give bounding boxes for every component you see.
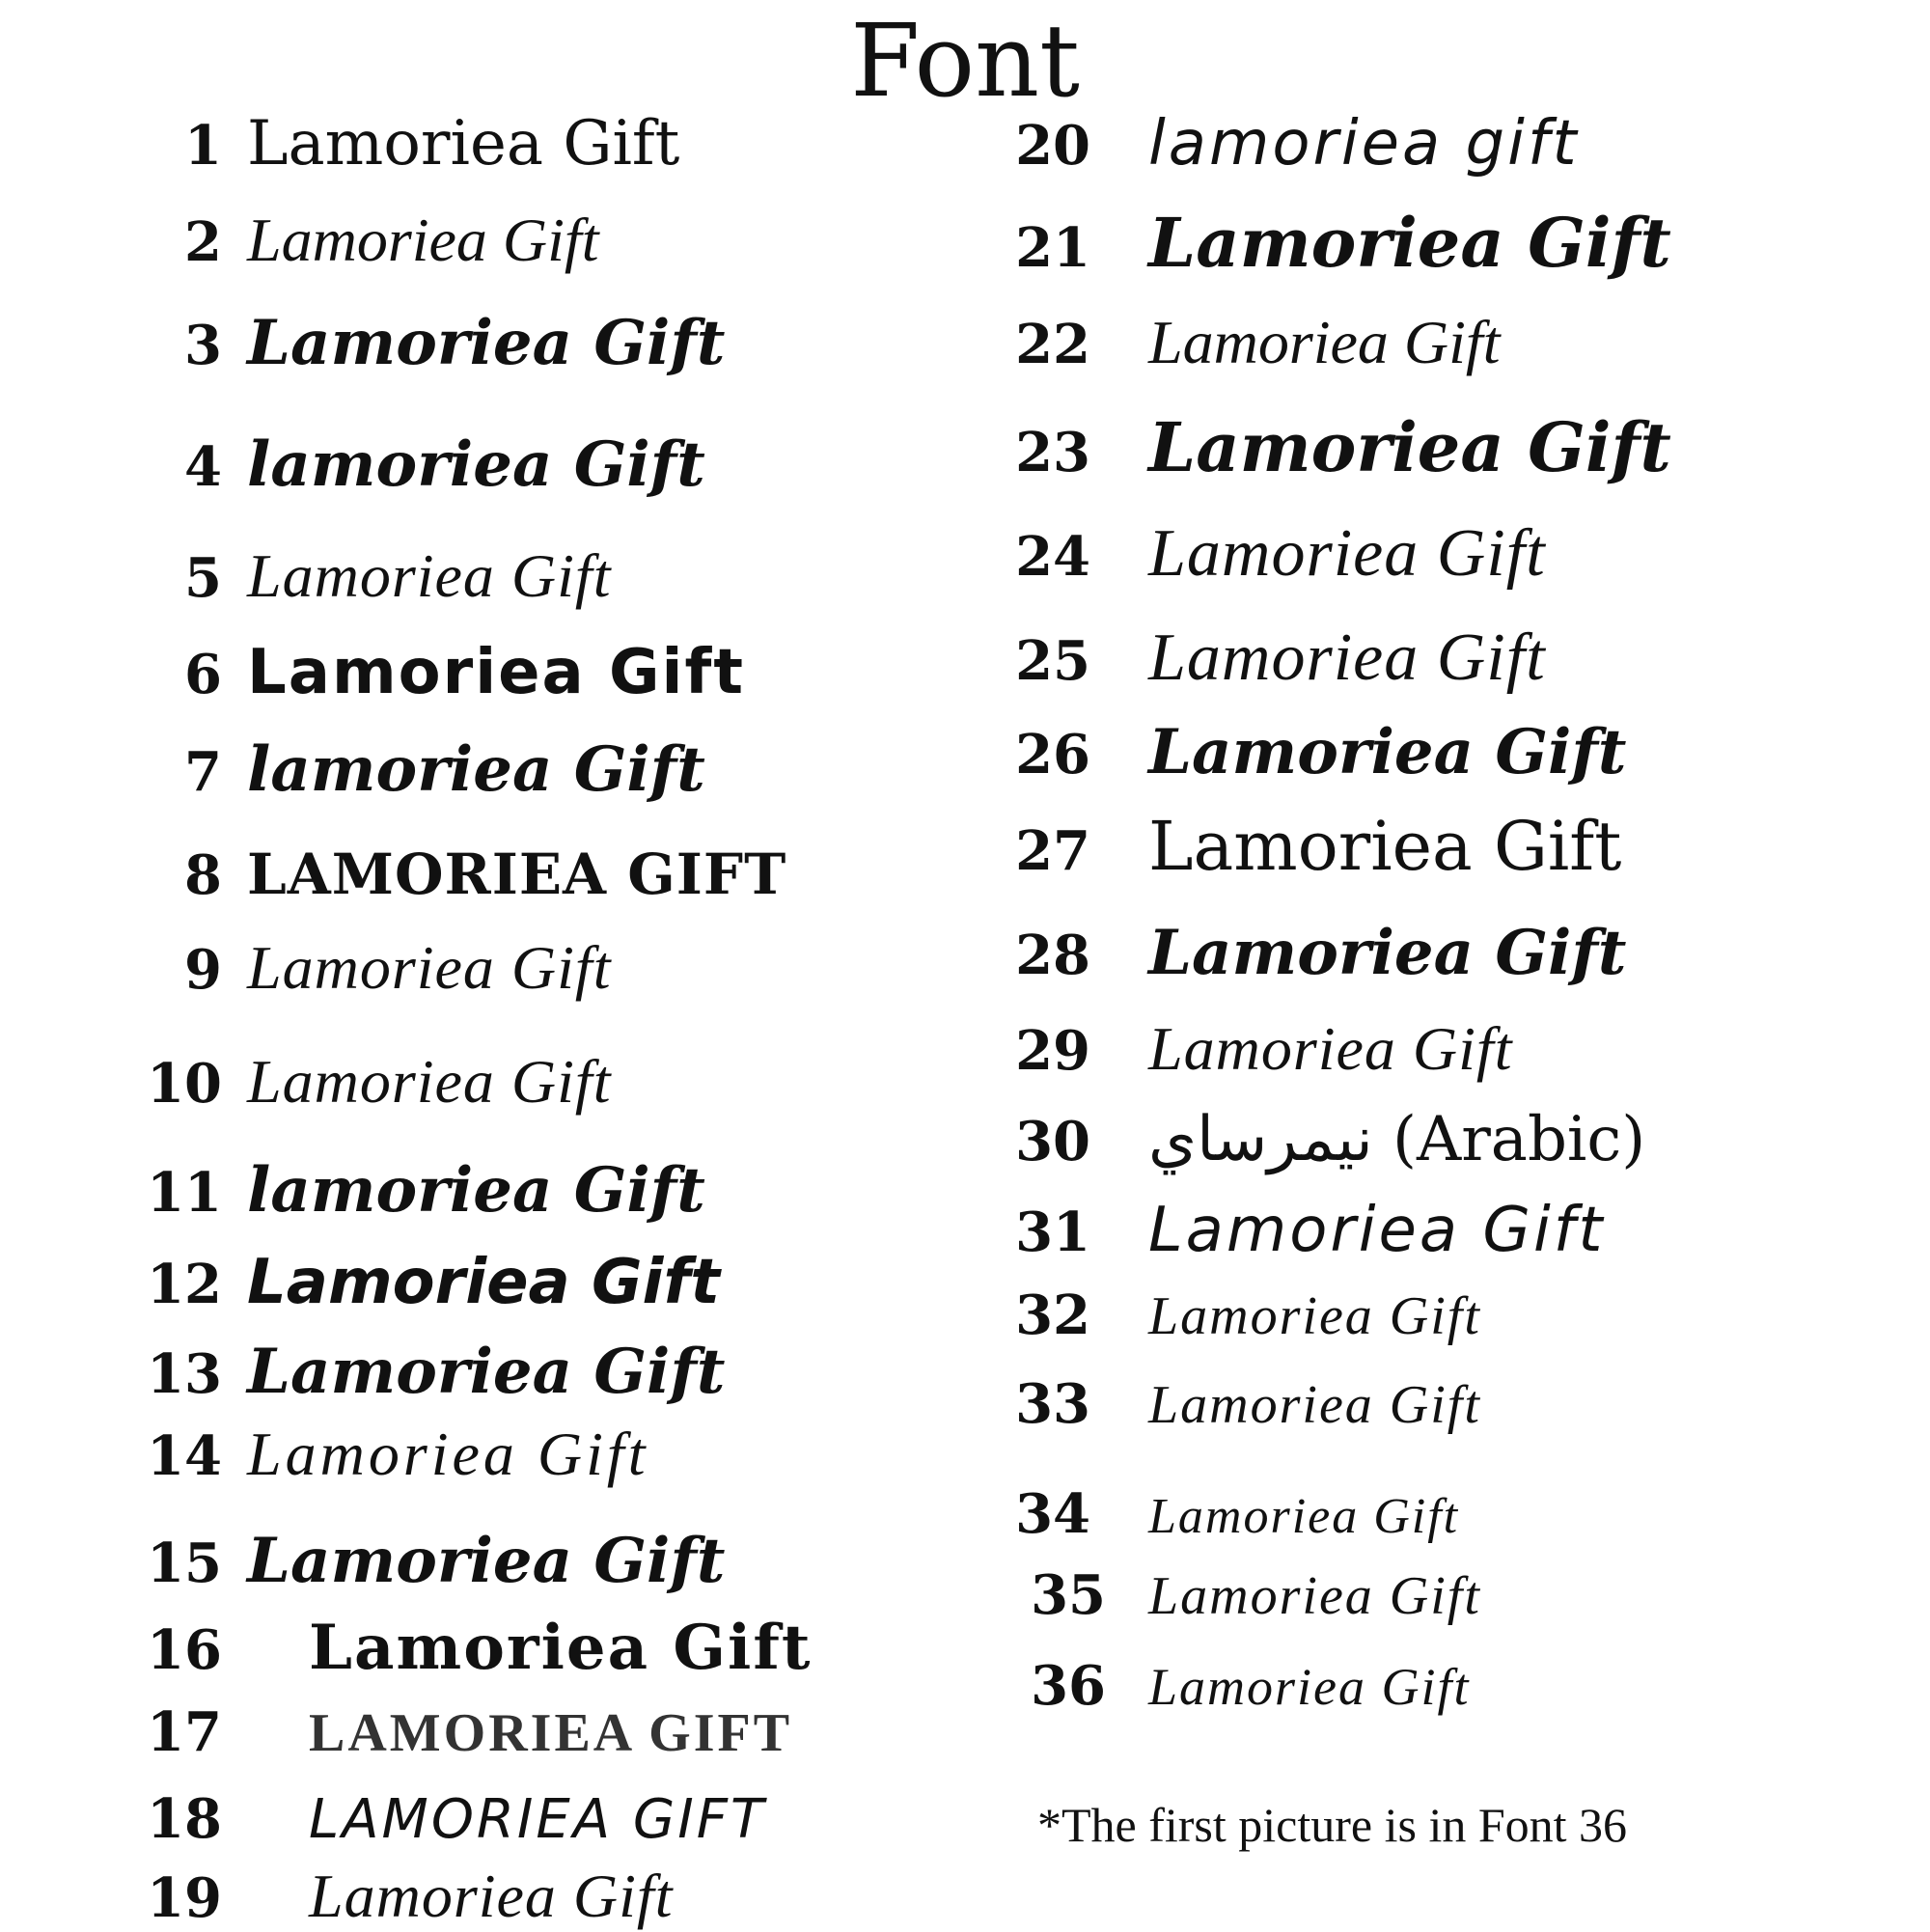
font-number: 8 — [184, 843, 222, 907]
font-option-6[interactable] — [145, 637, 745, 708]
font-number: 25 — [1015, 629, 1090, 693]
font-number: 30 — [1015, 1110, 1090, 1173]
font-number: 6 — [184, 643, 222, 706]
font-option-35[interactable] — [1013, 1563, 1481, 1627]
page-title: Font — [850, 2, 1080, 120]
font-number: 18 — [147, 1787, 222, 1851]
font-number: 5 — [184, 546, 222, 610]
font-number: 2 — [184, 210, 222, 274]
font-sample: Lamoriea Gift — [247, 1047, 612, 1116]
font-number: 20 — [1015, 114, 1090, 178]
font-sample: Lamoriea Gift — [247, 307, 726, 379]
font-number: 4 — [184, 435, 222, 499]
font-sample: Lamoriea Gift — [1148, 1489, 1460, 1544]
font-sample: Lamoriea Gift — [247, 1336, 726, 1408]
font-sample: Lamoriea Gift — [1148, 716, 1627, 788]
font-option-11[interactable] — [145, 1154, 705, 1227]
font-number: 13 — [147, 1342, 222, 1406]
font-sample: Lamoriea Gift — [1148, 1375, 1481, 1435]
font-option-36[interactable] — [1013, 1654, 1471, 1718]
font-sample: LAMORIEA GIFT — [247, 842, 787, 907]
font-number: 21 — [1015, 216, 1090, 280]
font-sample: Lamoriea Gift — [247, 1525, 726, 1597]
font-option-28[interactable] — [1013, 917, 1626, 989]
font-sample: Lamoriea Gift — [247, 206, 599, 274]
font-number: 7 — [184, 740, 222, 804]
font-sample: Lamoriea Gift — [1148, 1195, 1606, 1266]
font-number: 33 — [1015, 1372, 1090, 1436]
font-number: 17 — [147, 1700, 222, 1764]
font-number: 35 — [1031, 1563, 1106, 1627]
font-option-9[interactable] — [145, 932, 611, 1004]
font-number: 15 — [147, 1532, 222, 1595]
font-option-32[interactable] — [1013, 1283, 1481, 1347]
font-option-1[interactable] — [145, 108, 679, 179]
font-sample: Lamoriea Gift — [1148, 308, 1501, 376]
font-sample: lamoriea Gift — [247, 428, 705, 501]
font-option-2[interactable] — [145, 205, 598, 276]
font-option-19[interactable] — [145, 1861, 673, 1932]
font-option-12[interactable] — [145, 1247, 720, 1318]
font-option-24[interactable] — [1013, 515, 1546, 593]
font-sample: Lamoriea Gift — [1148, 807, 1622, 886]
font-number: 3 — [184, 314, 222, 377]
font-sample: نيمرساي (Arabic) — [1148, 1104, 1646, 1175]
font-option-29[interactable] — [1013, 1013, 1512, 1085]
font-number: 36 — [1031, 1654, 1106, 1718]
font-option-22[interactable] — [1013, 307, 1500, 378]
font-number: 29 — [1015, 1019, 1090, 1083]
font-option-33[interactable] — [1013, 1372, 1481, 1436]
font-number: 24 — [1015, 525, 1090, 589]
font-number: 22 — [1015, 313, 1090, 376]
font-sample: Lamoriea Gift — [247, 541, 612, 610]
font-sample: LAMORIEA GIFT — [309, 1703, 793, 1763]
font-option-27[interactable] — [1013, 807, 1621, 886]
font-option-30[interactable] — [1013, 1104, 1645, 1175]
font-option-21[interactable] — [1013, 203, 1671, 283]
font-option-8[interactable] — [145, 842, 786, 907]
font-option-3[interactable] — [145, 307, 725, 379]
font-sample: Lamoriea Gift — [1148, 1286, 1481, 1346]
font-option-18[interactable] — [145, 1787, 766, 1851]
font-sample: Lamoriea Gift — [1148, 1566, 1481, 1626]
font-option-26[interactable] — [1013, 716, 1626, 788]
font-option-25[interactable] — [1013, 620, 1546, 697]
font-number: 16 — [147, 1618, 222, 1682]
font-option-13[interactable] — [145, 1336, 725, 1408]
font-sample: Lamoriea Gift — [1148, 203, 1671, 283]
font-sample: Lamoriea Gift — [1148, 516, 1546, 591]
font-option-14[interactable] — [145, 1419, 648, 1490]
font-number: 1 — [184, 114, 222, 178]
font-sample: Lamoriea Gift — [247, 933, 612, 1002]
font-option-17[interactable] — [145, 1700, 792, 1764]
font-option-34[interactable] — [1013, 1482, 1459, 1546]
font-sample: Lamoriea Gift — [309, 1612, 813, 1684]
font-option-20[interactable] — [1013, 108, 1580, 179]
font-number: 32 — [1015, 1283, 1090, 1347]
font-number: 31 — [1015, 1201, 1090, 1264]
font-option-16[interactable] — [145, 1612, 812, 1684]
font-number: 28 — [1015, 924, 1090, 987]
font-number: 26 — [1015, 723, 1090, 787]
font-sample: Lamoriea Gift — [1148, 917, 1627, 989]
font-option-15[interactable] — [145, 1525, 725, 1597]
font-sample: lamoriea gift — [1148, 108, 1580, 179]
font-sample: Lamoriea Gift — [247, 1420, 649, 1488]
font-option-23[interactable] — [1013, 407, 1671, 487]
font-option-10[interactable] — [145, 1046, 611, 1118]
font-sample: Lamoriea Gift — [1148, 1014, 1513, 1083]
font-number: 9 — [184, 938, 222, 1002]
font-number: 10 — [147, 1052, 222, 1116]
font-sample: Lamoriea Gift — [247, 637, 745, 708]
font-option-4[interactable] — [145, 428, 705, 501]
footnote: *The first picture is in Font 36 — [1037, 1798, 1628, 1852]
font-number: 19 — [147, 1866, 222, 1930]
font-option-5[interactable] — [145, 540, 611, 612]
font-sample: Lamoriea Gift — [247, 108, 680, 179]
font-sample: Lamoriea Gift — [247, 1247, 720, 1318]
font-number: 27 — [1015, 819, 1090, 883]
font-sample: Lamoriea Gift — [309, 1862, 674, 1930]
font-number: 14 — [147, 1424, 222, 1488]
font-sample: Lamoriea Gift — [1148, 407, 1671, 487]
font-sample: lamoriea Gift — [247, 1154, 705, 1227]
font-number: 23 — [1015, 421, 1090, 484]
font-number: 12 — [147, 1253, 222, 1316]
font-option-31[interactable] — [1013, 1195, 1605, 1266]
font-option-7[interactable] — [145, 733, 705, 806]
font-number: 34 — [1015, 1482, 1090, 1546]
font-sample: LAMORIEA GIFT — [309, 1788, 767, 1851]
font-number: 11 — [147, 1161, 222, 1225]
font-sample: Lamoriea Gift — [1148, 621, 1546, 695]
font-sample: lamoriea Gift — [247, 733, 705, 806]
font-sample: Lamoriea Gift — [1148, 1658, 1471, 1716]
